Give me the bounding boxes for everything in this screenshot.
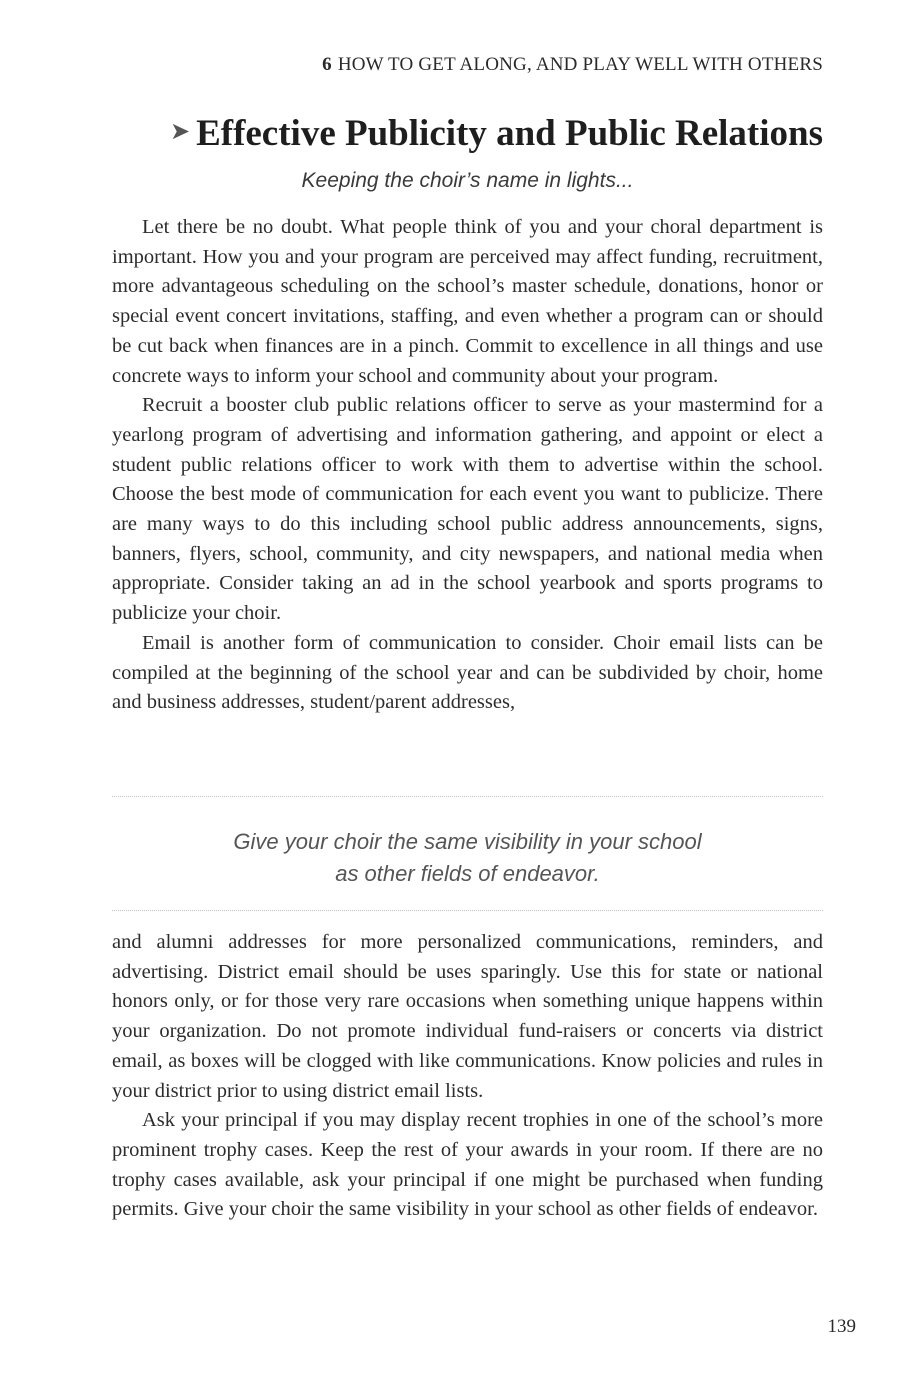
paragraph-trophies: Ask your principal if you may display recent trophies in one of the school’s more prominent trophy cases. Keep the rest of your awards in your room. If there are no trophy cases available, ask your principal if one might be purchased when funding permits. Give your choir the same visibility in your school as other fields of endeavor.	[112, 1109, 823, 1221]
paragraph-email-continued: and alumni addresses for more personalized communications, reminders, and advertising. District email should be uses sparingly. Use this for state or national honors only, or for those very rare occasions when something unique happens within your organization. Do not promote individual fund-raisers or concerts via district email, as boxes will be clogged with like communications. Know policies and rules in your district prior to using district email lists.	[112, 931, 823, 1102]
section-heading	[112, 108, 823, 158]
paragraph-booster-club: Recruit a booster club public relations officer to serve as your mastermind for a yearlong program of advertising and information gathering, and appoint or elect a student public relations officer to work with them to advertise within the school. Choose the best mode of communication for each event you want to publicize. There are many ways to do this including school public address announcements, signs, banners, flyers, school, community, and city newspapers, and national media when appropriate. Consider taking an ad in the school yearbook and sports programs to publicize your choir.	[112, 394, 823, 625]
running-head	[112, 54, 823, 76]
pull-quote-line-2: as other fields of endeavor.	[335, 861, 600, 886]
body-text-top	[112, 213, 823, 718]
arrowhead-bullet-icon: ➤	[169, 119, 191, 145]
page-number: 139	[827, 1316, 856, 1337]
pull-quote	[112, 826, 823, 890]
section-subtitle: Keeping the choir’s name in lights...	[301, 169, 634, 192]
body-text-bottom	[112, 928, 823, 1225]
chapter-title: HOW TO GET ALONG, AND PLAY WELL WITH OTHERS	[337, 54, 823, 75]
chapter-number: 6	[322, 54, 332, 75]
paragraph-email: Email is another form of communication to consider. Choir email lists can be compiled at the beginning of the school year and can be subdivided by choir, home and business addresses, student/parent addresses,	[112, 631, 823, 714]
pull-quote-top-rule	[112, 796, 823, 797]
section-title: Effective Publicity and Public Relations	[196, 113, 823, 154]
pull-quote-bottom-rule	[112, 910, 823, 911]
paragraph-perception: Let there be no doubt. What people think of you and your choral department is important. How you and your program are perceived may affect funding, recruitment, more advantageous scheduling on the school’s master schedule, donations, honor or special event concert invitations, staffing, and even whether a program can or should be cut back when finances are in a pinch. Commit to excellence in all things and use concrete ways to inform your school and community about your program.	[112, 216, 823, 387]
pull-quote-line-1: Give your choir the same visibility in your school	[233, 829, 702, 854]
